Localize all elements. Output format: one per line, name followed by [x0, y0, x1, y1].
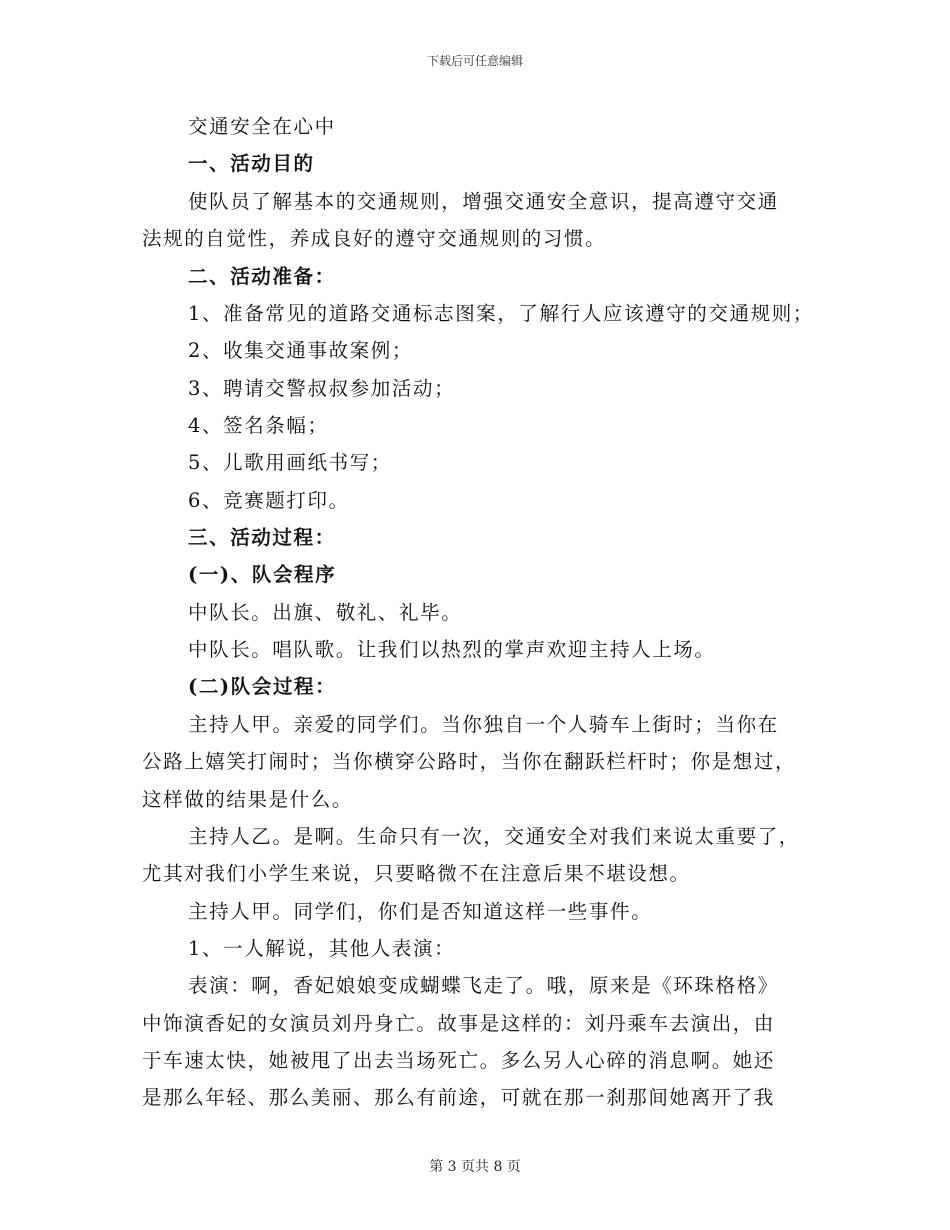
section-heading-purpose: 一、活动目的 [188, 152, 315, 175]
paragraph-line: 尤其对我们小学生来说，只要略微不在注意后果不堪设想。 [142, 862, 691, 885]
list-item: 5、儿歌用画纸书写； [188, 451, 392, 474]
paragraph-line: 主持人甲。同学们，你们是否知道这样一些事件。 [188, 900, 653, 923]
paragraph-line: 中队长。唱队歌。让我们以热烈的掌声欢迎主持人上场。 [188, 638, 716, 661]
paragraph-line: 这样做的结果是什么。 [142, 788, 354, 811]
page-header: 下载后可任意编辑 [426, 54, 523, 68]
paragraph-line: 中队长。出旗、敬礼、礼毕。 [188, 601, 463, 624]
list-item: 2、收集交通事故案例； [188, 339, 414, 362]
paragraph-line: 使队员了解基本的交通规则，增强交通安全意识，提高遵守交通 [188, 190, 779, 213]
page-number: 第 3 页共 8 页 [429, 1159, 521, 1175]
paragraph-line: 公路上嬉笑打闹时；当你横穿公路时，当你在翻跃栏杆时；你是想过， [142, 750, 797, 773]
paragraph-line: 主持人甲。亲爱的同学们。当你独自一个人骑车上街时；当你在 [188, 713, 779, 736]
list-item: 6、竞赛题打印。 [188, 489, 350, 512]
list-item: 4、签名条幅； [188, 414, 329, 437]
section-heading-process: 三、活动过程： [188, 526, 336, 549]
document-title: 交通安全在心中 [188, 115, 336, 138]
paragraph-line: 1、一人解说，其他人表演： [188, 937, 456, 960]
paragraph-line: 法规的自觉性，养成良好的遵守交通规则的习惯。 [142, 227, 607, 250]
list-item: 1、准备常见的道路交通标志图案，了解行人应该遵守的交通规则； [188, 302, 814, 325]
paragraph-line: 表演：啊，香妃娘娘变成蝴蝶飞走了。哦，原来是《环珠格格》 [188, 974, 779, 997]
section-heading-preparation: 二、活动准备： [188, 265, 336, 288]
paragraph-line: 于车速太快，她被甩了出去当场死亡。多么另人心碎的消息啊。她还 [142, 1049, 776, 1072]
subsection-heading-program: (一)、队会程序 [188, 563, 337, 586]
paragraph-line: 主持人乙。是啊。生命只有一次，交通安全对我们来说太重要了， [188, 825, 800, 848]
paragraph-line: 是那么年轻、那么美丽、那么有前途，可就在那一刹那间她离开了我 [142, 1086, 776, 1109]
list-item: 3、聘请交警叔叔参加活动； [188, 377, 456, 400]
paragraph-line: 中饰演香妃的女演员刘丹身亡。故事是这样的：刘丹乘车去演出，由 [142, 1012, 776, 1035]
subsection-heading-process: (二)队会过程： [188, 675, 337, 698]
